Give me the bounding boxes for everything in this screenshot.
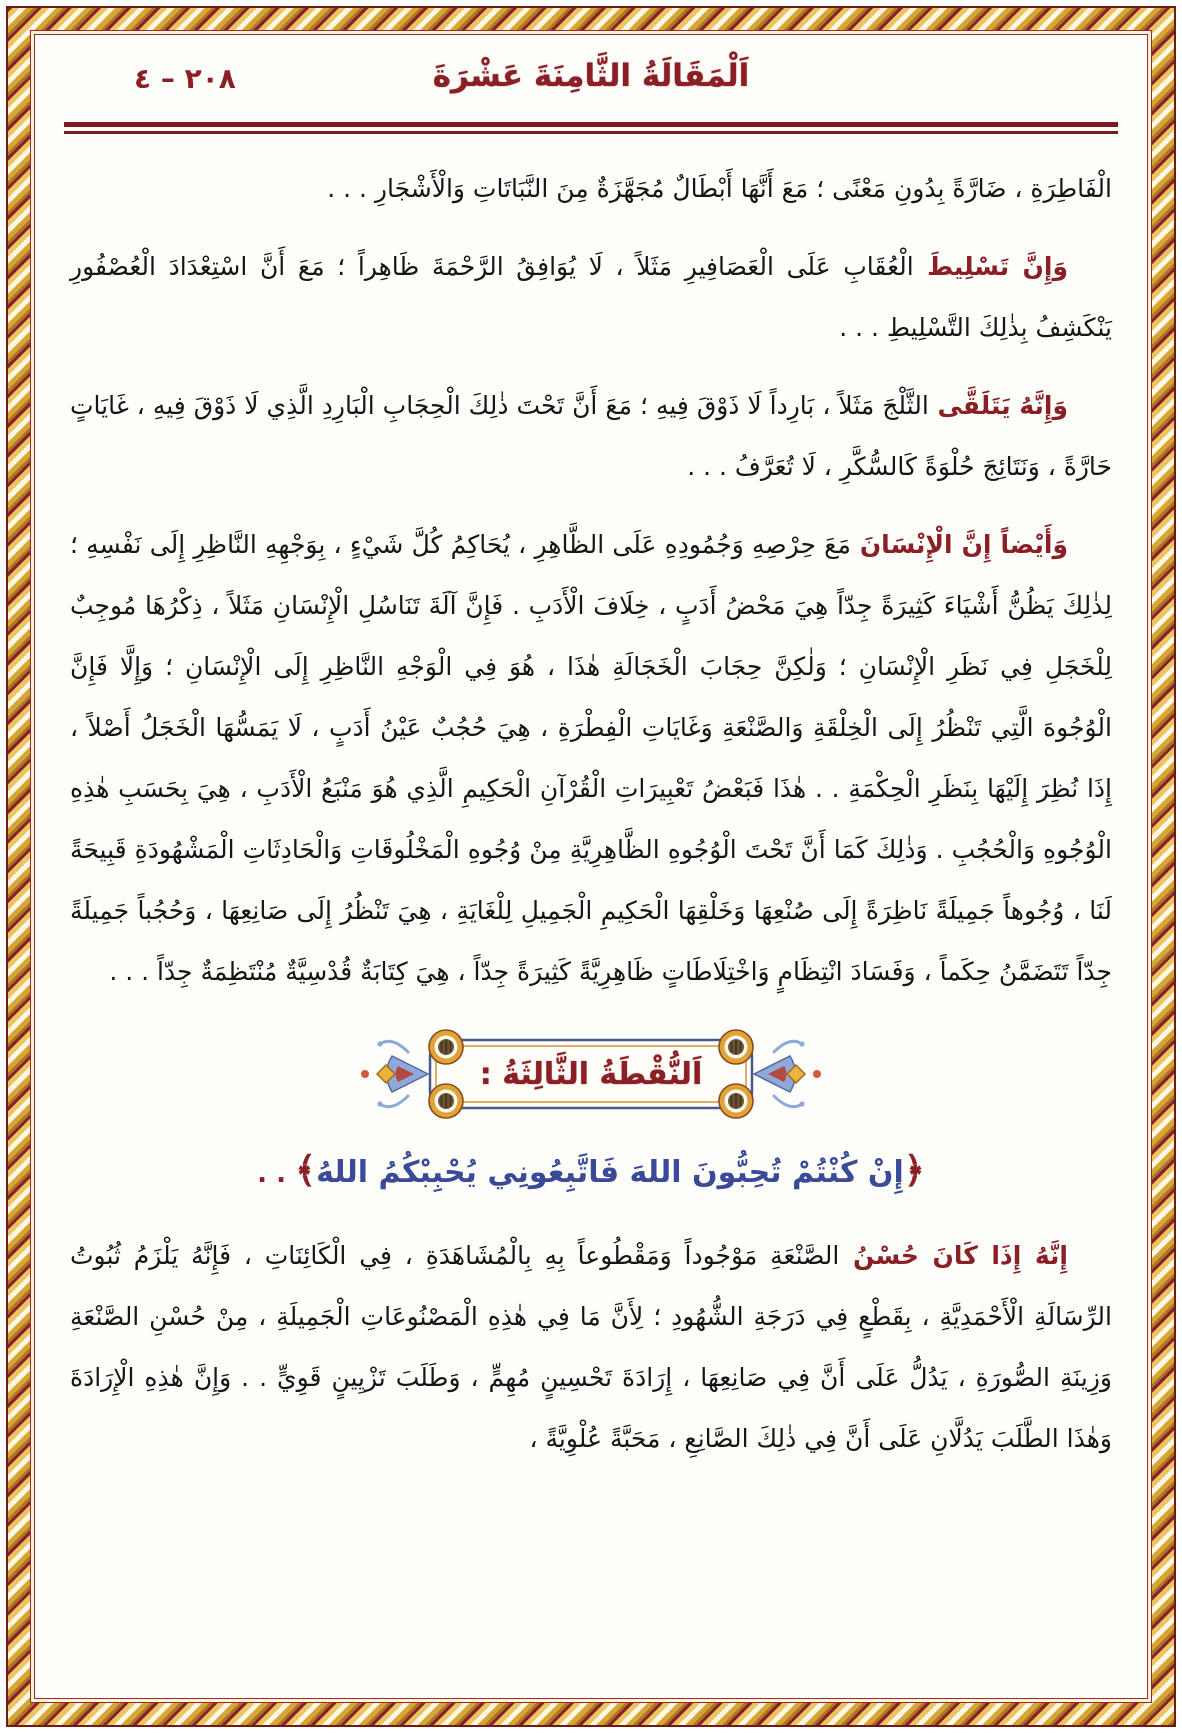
paragraph xyxy=(70,514,1112,1002)
verse-open-bracket-icon: ﴿ xyxy=(903,1150,925,1191)
paragraph-text: الْعُقَابِ عَلَى الْعَصَافِيرِ مَثَلاً ، لَا يُوَافِقُ الرَّحْمَةَ ظَاهِراً ؛ مَعَ أَنَّ اسْتِعْدَادَ الْعُصْفُورِ يَنْكَشِفُ بِذٰلِكَ التَّسْلِيطِ . . . xyxy=(70,252,1112,342)
paragraph-text: الصَّنْعَةِ مَوْجُوداً وَمَقْطُوعاً بِهِ بِالْمُشَاهَدَةِ ، فِي الْكَائِنَاتِ ، فَإِنَّهُ يَلْزَمُ ثُبُوتُ الرِّسَالَةِ الْأَحْمَدِيَّةِ ، بِقَطْعٍ فِي دَرَجَةِ الشُّهُودِ ؛ لِأَنَّ مَا فِي هٰذِهِ الْمَصْنُوعَاتِ الْجَمِيلَةِ ، مِنْ حُسْنِ الصَّنْعَةِ وَزِينَةِ الصُّورَةِ ، يَدُلُّ عَلَى أَنَّ فِي صَانِعِهَا ، إِرَادَةَ تَحْسِينٍ مُهِمٍّ ، وَطَلَبَ تَزْيِينٍ قَوِيٍّ . . وَإِنَّ هٰذِهِ الْإِرَادَةَ وَهٰذَا الطَّلَبَ يَدُلَّانِ عَلَى أَنَّ فِي ذٰلِكَ الصَّانِعِ ، مَحَبَّةً عُلْوِيَّةً ، xyxy=(70,1241,1112,1453)
page-header xyxy=(64,56,1118,114)
verse-close-bracket-icon: ﴾ xyxy=(295,1150,317,1191)
body-text xyxy=(64,134,1118,1469)
paragraph-lead: وَإِنَّ تَسْلِيطَ xyxy=(913,252,1068,281)
quran-verse xyxy=(70,1136,1112,1209)
paragraph-lead: إِنَّهُ إِذَا كَانَ حُسْنُ xyxy=(839,1241,1068,1270)
paragraph-text: الْفَاطِرَةِ ، ضَارَّةً بِدُونِ مَعْنًى ؛ مَعَ أَنَّهَا أَبْطَالٌ مُجَهَّزَةٌ مِنَ النَّبَاتَاتِ وَالْأَشْجَارِ . . . xyxy=(327,174,1112,203)
paragraph-lead: وَأَيْضاً إِنَّ الْإِنْسَانَ xyxy=(850,530,1068,559)
chapter-title: اَلْمَقَالَةُ الثَّامِنَةَ عَشْرَةَ xyxy=(432,58,750,94)
header-double-rule xyxy=(64,122,1118,134)
paragraph xyxy=(70,1225,1112,1469)
section-title: اَلنُّقْطَةُ الثَّالِثَةُ : xyxy=(479,1056,703,1092)
section-cartouche xyxy=(356,1022,826,1126)
paragraph-continuation xyxy=(70,158,1112,219)
page-number: ٢٠٨ – ٤ xyxy=(134,62,236,95)
verse-text: إِنْ كُنْتُمْ تُحِبُّونَ اللهَ فَاتَّبِعُونِي يُحْبِبْكُمُ اللهُ xyxy=(316,1155,904,1190)
paragraph-text: مَعَ حِرْصِهِ وَجُمُودِهِ عَلَى الظَّاهِرِ ، يُحَاكِمُ كُلَّ شَيْءٍ ، بِوَجْهِهِ النَّاظِرِ إِلَى نَفْسِهِ ؛ لِذٰلِكَ يَظُنُّ أَشْيَاءَ كَثِيرَةً جِدّاً هِيَ مَحْضُ أَدَبٍ ، خِلَافَ الْأَدَبِ . فَإِنَّ آلَةَ تَنَاسُلِ الْإِنْسَانِ مَثَلاً ، ذِكْرُهَا مُوجِبٌ لِلْخَجَلِ فِي نَظَرِ الْإِنْسَانِ ؛ وَلٰكِنَّ حِجَابَ الْخَجَالَةِ هٰذَا ، هُوَ فِي الْوَجْهِ النَّاظِرِ إِلَى الْإِنْسَانِ ؛ وَإِلَّا فَإِنَّ الْوُجُوهَ الَّتِي تَنْظُرُ إِلَى الْخِلْقَةِ وَالصَّنْعَةِ وَغَايَاتِ الْفِطْرَةِ ، هِيَ حُجُبٌ عَيْنُ أَدَبٍ ، لَا يَمَسُّهَا الْخَجَلُ أَصْلاً ، إِذَا نُظِرَ إِلَيْهَا بِنَظَرِ الْحِكْمَةِ . . هٰذَا فَبَعْضُ تَعْبِيرَاتِ الْقُرْآنِ الْحَكِيمِ الَّذِي هُوَ مَنْبَعُ الْأَدَبِ ، هِيَ بِحَسَبِ هٰذِهِ الْوُجُوهِ وَالْحُجُبِ . وَذٰلِكَ كَمَا أَنَّ تَحْتَ الْوُجُوهِ الظَّاهِرِيَّةِ مِنْ وُجُوهِ الْمَخْلُوقَاتِ وَالْحَادِثَاتِ الْمَشْهُودَةِ قَبِيحَةً لَنَا ، وُجُوهاً جَمِيلَةً نَاظِرَةً إِلَى صُنْعِهَا وَخَلْقِهَا الْحَكِيمِ الْجَمِيلِ لِلْغَايَةِ ، هِيَ تَنْظُرُ إِلَى صَانِعِهَا ، وَحُجُباً جَمِيلَةً جِدّاً تَتَضَمَّنُ حِكَماً ، وَفَسَادَ انْتِظَامٍ وَاخْتِلَاطَاتٍ ظَاهِرِيَّةً كَثِيرَةً جِدّاً ، هِيَ كِتَابَةٌ قُدْسِيَّةٌ مُنْتَظِمَةٌ جِدّاً . . . xyxy=(70,530,1112,986)
paragraph xyxy=(70,236,1112,358)
paragraph-lead: وَإِنَّهُ يَتَلَقَّى xyxy=(928,391,1068,420)
paragraph xyxy=(70,375,1112,497)
paragraph-text: الثَّلْجَ مَثَلاً ، بَارِداً لَا ذَوْقَ فِيهِ ؛ مَعَ أَنَّ تَحْتَ ذٰلِكَ الْحِجَابِ الْبَارِدِ الَّذِي لَا ذَوْقَ فِيهِ ، غَايَاتٍ حَارَّةً ، وَنَتَائِجَ حُلْوَةً كَالسُّكَّرِ ، لَا تُعَرَّفُ . . . xyxy=(70,391,1112,481)
verse-trailing-dots: . . xyxy=(257,1159,295,1189)
page-content xyxy=(64,56,1118,1685)
